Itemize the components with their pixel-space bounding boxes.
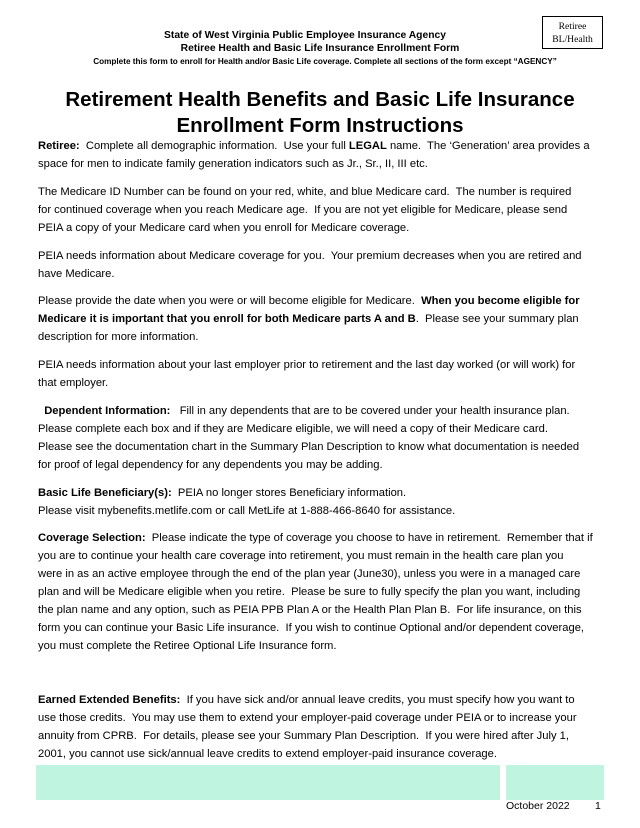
beneficiary-line-1 — [38, 484, 606, 502]
dependent-line-1 — [38, 402, 606, 420]
coverage-text: Please indicate the type of coverage you choose to have in retirement. Remember that if — [145, 532, 593, 544]
medicare-date-line-3: description for more information. — [38, 331, 199, 343]
beneficiary-line-2: Please visit mybenefits.metlife.com or call MetLife at 1-888-466-8640 for assistance. — [38, 505, 456, 517]
beneficiary-section — [38, 484, 606, 520]
employer-line-1: PEIA needs information about your last employer prior to retirement and the last day worked (or will work) for — [38, 359, 576, 371]
coverage-line-2: you are to continue your health care coverage into retirement, you must remain in the health care plan you — [38, 550, 564, 562]
medicare-info-line-2: have Medicare. — [38, 268, 115, 280]
page-number: 1 — [595, 800, 601, 812]
coverage-line-1 — [38, 529, 606, 547]
dependent-label: Dependent Information: — [38, 405, 171, 417]
retiree-text: Complete all demographic information. Use your full — [79, 140, 349, 152]
employer-line-2: that employer. — [38, 377, 109, 389]
retiree-line-2: space for men to indicate family generation indicators such as Jr., Sr., II, III etc. — [38, 158, 428, 170]
retiree-label: Retiree: — [38, 140, 80, 152]
earned-line-2: use those credits. You may use them to extend your employer-paid coverage under PEIA or to increase your — [38, 712, 577, 724]
coverage-line-5: the plan name and any option, such as PEIA PPB Plan A or the Health Plan Plan B. For life insurance, on this — [38, 604, 582, 616]
medicare-id-line-2: for continued coverage when you reach Medicare age. If you are not yet eligible for Medicare, please send — [38, 204, 568, 216]
coverage-line-3: were in as an active employee through the end of the plan year (June30), unless you were in a managed care — [38, 568, 581, 580]
badge-line-2: BL/Health — [552, 34, 593, 45]
earned-line-3: annuity from CPRB. For details, please see your Summary Plan Description. If you were hired after July 1, — [38, 730, 570, 742]
medicare-date-line-2 — [38, 310, 606, 328]
retiree-section — [38, 137, 606, 173]
form-type-badge — [542, 16, 603, 49]
earned-label: Earned Extended Benefits: — [38, 694, 181, 706]
footer-band-right — [506, 765, 604, 800]
earned-text: If you have sick and/or annual leave credits, you must specify how you want to — [180, 694, 575, 706]
dependent-line-3: Please see the documentation chart in the Summary Plan Description to know what documentation is needed — [38, 441, 580, 453]
dependent-section — [38, 402, 606, 474]
coverage-line-7: you must complete the Retiree Optional Life Insurance form. — [38, 640, 337, 652]
beneficiary-text: PEIA no longer stores Beneficiary information. — [171, 487, 407, 499]
dependent-line-4: for proof of legal dependency for any dependents you may be adding. — [38, 459, 383, 471]
retiree-text-cont: name. The ‘Generation’ area provides a — [386, 140, 590, 152]
medicare-info-section — [38, 247, 606, 283]
header-instruction: Complete this form to enroll for Health and/or Basic Life coverage. Complete all sections of the form except “AGENCY” — [93, 57, 557, 66]
medicare-date-section — [38, 292, 606, 346]
medicare-date-text: Please provide the date when you were or will become eligible for Medicare. — [38, 295, 422, 307]
earned-benefits-section — [38, 691, 606, 763]
agency-name: State of West Virginia Public Employee Insurance Agency — [164, 30, 446, 41]
badge-line-1: Retiree — [558, 21, 587, 32]
footer-band-left — [36, 765, 500, 800]
retiree-line-1 — [38, 137, 606, 155]
beneficiary-label: Basic Life Beneficiary(s): — [38, 487, 172, 499]
title-line-1: Retirement Health Benefits and Basic Life Insurance — [65, 88, 575, 111]
medicare-info-line-1: PEIA needs information about Medicare coverage for you. Your premium decreases when you are retired and — [38, 250, 582, 262]
medicare-date-emphasis: When you become eligible for — [421, 295, 580, 307]
footer-date: October 2022 — [506, 800, 570, 812]
earned-line-1 — [38, 691, 606, 709]
legal-emphasis: LEGAL — [348, 140, 387, 152]
medicare-parts-emphasis: Medicare it is important that you enroll for both Medicare parts A and B — [38, 313, 416, 325]
coverage-section — [38, 529, 606, 655]
medicare-id-section — [38, 183, 606, 237]
coverage-line-4: plan and will be Medicare eligible when you retire. Please be sure to fully specify the plan you want, including — [38, 586, 581, 598]
employer-section — [38, 356, 606, 392]
medicare-date-text-cont: . Please see your summary plan — [415, 313, 579, 325]
dependent-line-2: Please complete each box and if they are Medicare eligible, we will need a copy of their Medicare card. — [38, 423, 548, 435]
page-title — [0, 87, 640, 139]
earned-line-4: 2001, you cannot use sick/annual leave credits to extend employer-paid insurance coverage. — [38, 748, 497, 760]
medicare-id-line-1: The Medicare ID Number can be found on your red, white, and blue Medicare card. The number is required — [38, 186, 572, 198]
dependent-text: Fill in any dependents that are to be covered under your health insurance plan. — [170, 405, 570, 417]
medicare-date-line-1 — [38, 292, 606, 310]
form-name: Retiree Health and Basic Life Insurance Enrollment Form — [180, 43, 460, 54]
coverage-line-6: form you can continue your Basic Life insurance. If you wish to continue Optional and/or dependent coverage, — [38, 622, 585, 634]
coverage-label: Coverage Selection: — [38, 532, 146, 544]
medicare-id-line-3: PEIA a copy of your Medicare card when you enroll for Medicare coverage. — [38, 222, 410, 234]
title-line-2: Enrollment Form Instructions — [176, 114, 464, 137]
